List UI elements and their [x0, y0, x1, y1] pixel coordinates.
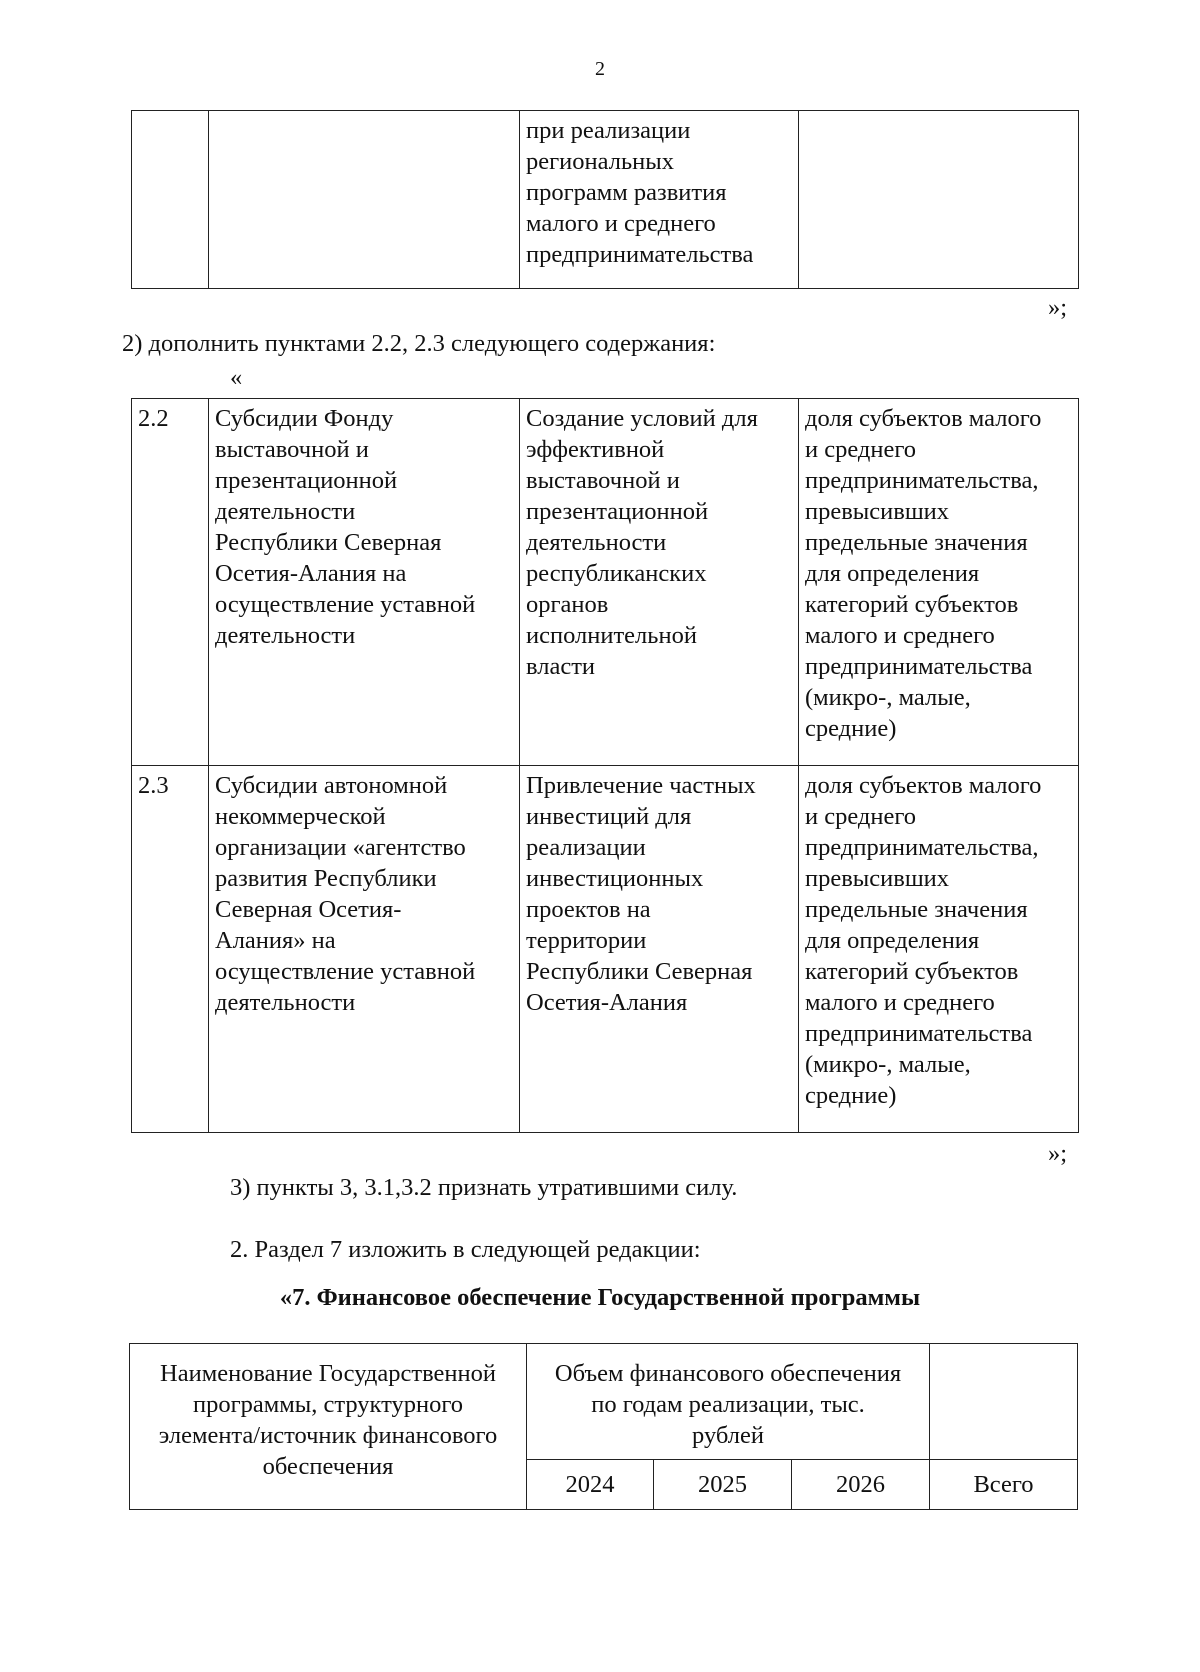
table-cell — [209, 111, 520, 289]
empty-header-cell — [930, 1344, 1078, 1460]
item-number: 2.2 — [132, 399, 209, 766]
year-header: 2025 — [654, 1460, 792, 1510]
items-table — [131, 398, 1079, 1133]
total-header: Всего — [930, 1460, 1078, 1510]
item-goal: Создание условий для эффективной выставочной и презентационной деятельности республиканских органов исполнительной власти — [520, 399, 799, 766]
item-number: 2.3 — [132, 766, 209, 1133]
name-header: Наименование Государственной программы, структурного элемента/источник финансового обеспечения — [130, 1344, 527, 1510]
table-row — [130, 1344, 1078, 1460]
table-row — [132, 111, 1079, 289]
table-cell — [799, 111, 1079, 289]
open-quote: « — [230, 364, 243, 391]
table-cell — [132, 111, 209, 289]
paragraph: 2. Раздел 7 изложить в следующей редакции: — [230, 1236, 701, 1263]
financing-table — [129, 1343, 1078, 1510]
item-indicator: доля субъектов малого и среднего предпринимательства, превысивших предельные значения для определения категорий субъектов малого и среднего предпринимательства (микро-, малые, средние) — [799, 399, 1079, 766]
close-quote: »; — [1048, 1140, 1068, 1167]
close-quote: »; — [1048, 294, 1068, 321]
item-name: Субсидии автономной некоммерческой организации «агентство развития Республики Северная Осетия- Алания» на осуществление уставной деятельности — [209, 766, 520, 1133]
paragraph: 3) пункты 3, 3.1,3.2 признать утратившими силу. — [230, 1174, 738, 1201]
year-header: 2026 — [792, 1460, 930, 1510]
year-header: 2024 — [527, 1460, 654, 1510]
table-row — [132, 399, 1079, 766]
table-cell: при реализации региональных программ развития малого и среднего предпринимательства — [520, 111, 799, 289]
table-row — [132, 766, 1079, 1133]
item-indicator: доля субъектов малого и среднего предпринимательства, превысивших предельные значения для определения категорий субъектов малого и среднего предпринимательства (микро-, малые, средние) — [799, 766, 1079, 1133]
item-name: Субсидии Фонду выставочной и презентационной деятельности Республики Северная Осетия-Алания на осуществление уставной деятельности — [209, 399, 520, 766]
paragraph: 2) дополнить пунктами 2.2, 2.3 следующего содержания: — [122, 330, 716, 357]
section-heading: «7. Финансовое обеспечение Государственной программы — [279, 1284, 921, 1311]
page-number: 2 — [595, 58, 605, 80]
continuation-table — [131, 110, 1079, 289]
volume-header: Объем финансового обеспечения по годам реализации, тыс. рублей — [527, 1344, 930, 1460]
item-goal: Привлечение частных инвестиций для реализации инвестиционных проектов на территории Республики Северная Осетия-Алания — [520, 766, 799, 1133]
